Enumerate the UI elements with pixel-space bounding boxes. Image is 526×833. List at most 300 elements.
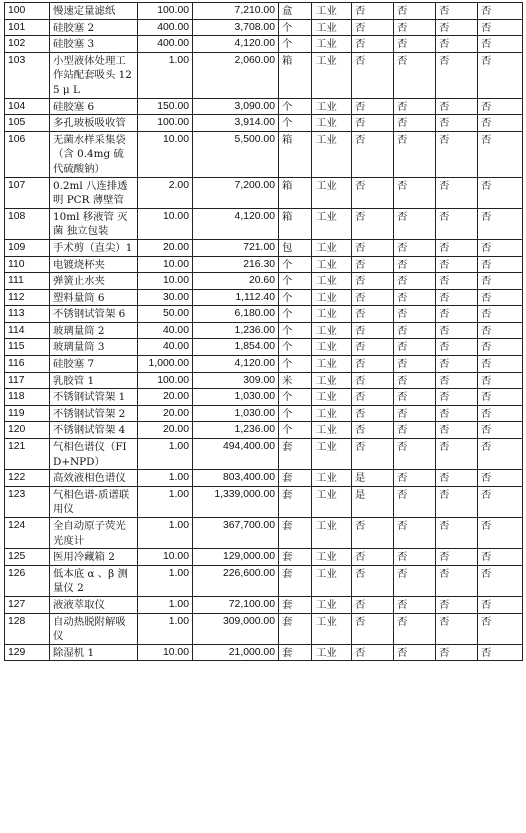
quantity-cell: 1,000.00 [138, 356, 193, 373]
flag-1-cell: 否 [352, 19, 394, 36]
flag-3-cell: 否 [436, 339, 478, 356]
unit-cell: 个 [279, 322, 312, 339]
table-row [5, 208, 523, 239]
quantity-cell: 400.00 [138, 19, 193, 36]
row-number-cell: 114 [5, 322, 50, 339]
table-row [5, 518, 523, 549]
quantity-cell: 40.00 [138, 322, 193, 339]
amount-cell: 226,600.00 [193, 565, 279, 596]
flag-2-cell: 否 [394, 549, 436, 566]
table-row [5, 549, 523, 566]
item-name-cell: 弹簧止水夹 [50, 273, 138, 290]
flag-3-cell: 否 [436, 549, 478, 566]
flag-4-cell: 否 [478, 177, 523, 208]
flag-1-cell: 否 [352, 306, 394, 323]
unit-cell: 套 [279, 518, 312, 549]
quantity-cell: 1.00 [138, 596, 193, 613]
amount-cell: 1,236.00 [193, 422, 279, 439]
flag-3-cell: 否 [436, 439, 478, 470]
quantity-cell: 400.00 [138, 36, 193, 53]
category-cell: 工业 [312, 372, 352, 389]
row-number-cell: 100 [5, 3, 50, 20]
flag-3-cell: 否 [436, 486, 478, 517]
flag-4-cell: 否 [478, 549, 523, 566]
flag-1-cell: 否 [352, 405, 394, 422]
flag-2-cell: 否 [394, 273, 436, 290]
unit-cell: 套 [279, 470, 312, 487]
table-row [5, 3, 523, 20]
table-row [5, 422, 523, 439]
table-row [5, 256, 523, 273]
table-row [5, 273, 523, 290]
flag-3-cell: 否 [436, 3, 478, 20]
flag-4-cell: 否 [478, 470, 523, 487]
amount-cell: 721.00 [193, 239, 279, 256]
flag-2-cell: 否 [394, 289, 436, 306]
amount-cell: 129,000.00 [193, 549, 279, 566]
amount-cell: 7,210.00 [193, 3, 279, 20]
flag-1-cell: 否 [352, 356, 394, 373]
flag-3-cell: 否 [436, 405, 478, 422]
unit-cell: 米 [279, 372, 312, 389]
flag-2-cell: 否 [394, 177, 436, 208]
amount-cell: 3,708.00 [193, 19, 279, 36]
unit-cell: 个 [279, 389, 312, 406]
flag-4-cell: 否 [478, 131, 523, 177]
flag-4-cell: 否 [478, 405, 523, 422]
category-cell: 工业 [312, 322, 352, 339]
item-name-cell: 无菌水样采集袋（含 0.4mg 硫代硫酸钠） [50, 131, 138, 177]
item-name-cell: 乳胶管 1 [50, 372, 138, 389]
item-name-cell: 不锈钢试管架 2 [50, 405, 138, 422]
category-cell: 工业 [312, 339, 352, 356]
flag-1-cell: 是 [352, 486, 394, 517]
flag-3-cell: 否 [436, 613, 478, 644]
flag-4-cell: 否 [478, 389, 523, 406]
table-row [5, 486, 523, 517]
quantity-cell: 40.00 [138, 339, 193, 356]
category-cell: 工业 [312, 565, 352, 596]
quantity-cell: 2.00 [138, 177, 193, 208]
unit-cell: 个 [279, 356, 312, 373]
amount-cell: 4,120.00 [193, 208, 279, 239]
unit-cell: 个 [279, 256, 312, 273]
unit-cell: 套 [279, 613, 312, 644]
flag-4-cell: 否 [478, 596, 523, 613]
flag-3-cell: 否 [436, 565, 478, 596]
row-number-cell: 113 [5, 306, 50, 323]
flag-1-cell: 否 [352, 273, 394, 290]
table-row [5, 115, 523, 132]
table-row [5, 52, 523, 98]
quantity-cell: 1.00 [138, 565, 193, 596]
row-number-cell: 122 [5, 470, 50, 487]
flag-1-cell: 否 [352, 549, 394, 566]
amount-cell: 3,914.00 [193, 115, 279, 132]
row-number-cell: 125 [5, 549, 50, 566]
unit-cell: 盒 [279, 3, 312, 20]
flag-3-cell: 否 [436, 389, 478, 406]
flag-4-cell: 否 [478, 613, 523, 644]
table-row [5, 565, 523, 596]
category-cell: 工业 [312, 273, 352, 290]
quantity-cell: 1.00 [138, 439, 193, 470]
row-number-cell: 129 [5, 644, 50, 661]
flag-3-cell: 否 [436, 273, 478, 290]
item-name-cell: 高效液相色谱仪 [50, 470, 138, 487]
item-name-cell: 硅胶塞 7 [50, 356, 138, 373]
item-name-cell: 小型液体处理工作站配套吸头 125 μ L [50, 52, 138, 98]
item-name-cell: 气相色谱仪（FID+NPD） [50, 439, 138, 470]
flag-2-cell: 否 [394, 518, 436, 549]
unit-cell: 个 [279, 405, 312, 422]
flag-2-cell: 否 [394, 36, 436, 53]
category-cell: 工业 [312, 52, 352, 98]
amount-cell: 6,180.00 [193, 306, 279, 323]
category-cell: 工业 [312, 256, 352, 273]
flag-2-cell: 否 [394, 613, 436, 644]
amount-cell: 2,060.00 [193, 52, 279, 98]
flag-1-cell: 否 [352, 289, 394, 306]
flag-2-cell: 否 [394, 3, 436, 20]
table-row [5, 177, 523, 208]
quantity-cell: 100.00 [138, 372, 193, 389]
table-row [5, 339, 523, 356]
category-cell: 工业 [312, 549, 352, 566]
flag-2-cell: 否 [394, 405, 436, 422]
flag-4-cell: 否 [478, 273, 523, 290]
unit-cell: 箱 [279, 177, 312, 208]
category-cell: 工业 [312, 518, 352, 549]
unit-cell: 个 [279, 273, 312, 290]
amount-cell: 4,120.00 [193, 36, 279, 53]
flag-2-cell: 否 [394, 644, 436, 661]
row-number-cell: 111 [5, 273, 50, 290]
category-cell: 工业 [312, 239, 352, 256]
item-name-cell: 硅胶塞 2 [50, 19, 138, 36]
quantity-cell: 10.00 [138, 131, 193, 177]
unit-cell: 个 [279, 306, 312, 323]
unit-cell: 套 [279, 565, 312, 596]
item-name-cell: 不锈钢试管架 1 [50, 389, 138, 406]
row-number-cell: 103 [5, 52, 50, 98]
flag-3-cell: 否 [436, 52, 478, 98]
flag-3-cell: 否 [436, 239, 478, 256]
amount-cell: 1,339,000.00 [193, 486, 279, 517]
table-row [5, 239, 523, 256]
flag-1-cell: 否 [352, 389, 394, 406]
flag-1-cell: 否 [352, 613, 394, 644]
flag-4-cell: 否 [478, 518, 523, 549]
flag-2-cell: 否 [394, 372, 436, 389]
unit-cell: 个 [279, 19, 312, 36]
flag-1-cell: 否 [352, 439, 394, 470]
amount-cell: 494,400.00 [193, 439, 279, 470]
table-row [5, 389, 523, 406]
flag-4-cell: 否 [478, 256, 523, 273]
flag-4-cell: 否 [478, 289, 523, 306]
unit-cell: 套 [279, 439, 312, 470]
flag-3-cell: 否 [436, 322, 478, 339]
flag-3-cell: 否 [436, 98, 478, 115]
table-row [5, 372, 523, 389]
row-number-cell: 123 [5, 486, 50, 517]
flag-1-cell: 否 [352, 644, 394, 661]
category-cell: 工业 [312, 115, 352, 132]
table-row [5, 131, 523, 177]
flag-4-cell: 否 [478, 372, 523, 389]
row-number-cell: 107 [5, 177, 50, 208]
table-row [5, 98, 523, 115]
unit-cell: 套 [279, 549, 312, 566]
table-row [5, 306, 523, 323]
flag-1-cell: 否 [352, 3, 394, 20]
category-cell: 工业 [312, 405, 352, 422]
flag-4-cell: 否 [478, 422, 523, 439]
flag-3-cell: 否 [436, 208, 478, 239]
flag-3-cell: 否 [436, 36, 478, 53]
category-cell: 工业 [312, 131, 352, 177]
flag-3-cell: 否 [436, 19, 478, 36]
quantity-cell: 1.00 [138, 518, 193, 549]
row-number-cell: 115 [5, 339, 50, 356]
category-cell: 工业 [312, 177, 352, 208]
category-cell: 工业 [312, 470, 352, 487]
item-name-cell: 慢速定量滤纸 [50, 3, 138, 20]
category-cell: 工业 [312, 596, 352, 613]
item-name-cell: 玻璃量筒 2 [50, 322, 138, 339]
amount-cell: 1,112.40 [193, 289, 279, 306]
flag-3-cell: 否 [436, 518, 478, 549]
flag-3-cell: 否 [436, 177, 478, 208]
flag-4-cell: 否 [478, 322, 523, 339]
row-number-cell: 120 [5, 422, 50, 439]
flag-2-cell: 否 [394, 115, 436, 132]
flag-2-cell: 否 [394, 339, 436, 356]
item-name-cell: 0.2ml 八连排透明 PCR 薄壁管 [50, 177, 138, 208]
flag-2-cell: 否 [394, 19, 436, 36]
flag-2-cell: 否 [394, 565, 436, 596]
flag-1-cell: 否 [352, 565, 394, 596]
row-number-cell: 112 [5, 289, 50, 306]
flag-1-cell: 否 [352, 422, 394, 439]
item-name-cell: 不锈钢试管架 6 [50, 306, 138, 323]
row-number-cell: 127 [5, 596, 50, 613]
row-number-cell: 124 [5, 518, 50, 549]
flag-2-cell: 否 [394, 256, 436, 273]
flag-1-cell: 否 [352, 208, 394, 239]
row-number-cell: 108 [5, 208, 50, 239]
category-cell: 工业 [312, 19, 352, 36]
row-number-cell: 109 [5, 239, 50, 256]
flag-4-cell: 否 [478, 115, 523, 132]
flag-2-cell: 否 [394, 486, 436, 517]
flag-3-cell: 否 [436, 422, 478, 439]
item-name-cell: 10ml 移液管 灭菌 独立包装 [50, 208, 138, 239]
unit-cell: 套 [279, 644, 312, 661]
quantity-cell: 1.00 [138, 52, 193, 98]
table-row [5, 322, 523, 339]
flag-3-cell: 否 [436, 596, 478, 613]
quantity-cell: 10.00 [138, 208, 193, 239]
flag-4-cell: 否 [478, 36, 523, 53]
flag-1-cell: 否 [352, 596, 394, 613]
flag-4-cell: 否 [478, 356, 523, 373]
item-name-cell: 手术剪（直尖）1 [50, 239, 138, 256]
table-row [5, 613, 523, 644]
row-number-cell: 110 [5, 256, 50, 273]
quantity-cell: 150.00 [138, 98, 193, 115]
category-cell: 工业 [312, 644, 352, 661]
quantity-cell: 100.00 [138, 115, 193, 132]
item-name-cell: 低本底 α 、β 测量仪 2 [50, 565, 138, 596]
quantity-cell: 1.00 [138, 613, 193, 644]
item-name-cell: 气相色谱-质谱联用仪 [50, 486, 138, 517]
amount-cell: 7,200.00 [193, 177, 279, 208]
flag-2-cell: 否 [394, 52, 436, 98]
flag-4-cell: 否 [478, 3, 523, 20]
amount-cell: 5,500.00 [193, 131, 279, 177]
flag-1-cell: 否 [352, 115, 394, 132]
quantity-cell: 20.00 [138, 422, 193, 439]
item-name-cell: 硅胶塞 6 [50, 98, 138, 115]
flag-1-cell: 否 [352, 322, 394, 339]
table-row [5, 644, 523, 661]
unit-cell: 个 [279, 422, 312, 439]
item-name-cell: 硅胶塞 3 [50, 36, 138, 53]
flag-2-cell: 否 [394, 422, 436, 439]
row-number-cell: 128 [5, 613, 50, 644]
quantity-cell: 10.00 [138, 273, 193, 290]
amount-cell: 216.30 [193, 256, 279, 273]
amount-cell: 309,000.00 [193, 613, 279, 644]
amount-cell: 21,000.00 [193, 644, 279, 661]
row-number-cell: 121 [5, 439, 50, 470]
item-name-cell: 电镀烧杯夹 [50, 256, 138, 273]
flag-1-cell: 否 [352, 239, 394, 256]
row-number-cell: 126 [5, 565, 50, 596]
category-cell: 工业 [312, 306, 352, 323]
flag-2-cell: 否 [394, 470, 436, 487]
quantity-cell: 1.00 [138, 486, 193, 517]
flag-4-cell: 否 [478, 486, 523, 517]
amount-cell: 1,030.00 [193, 389, 279, 406]
unit-cell: 套 [279, 486, 312, 517]
flag-1-cell: 否 [352, 131, 394, 177]
flag-2-cell: 否 [394, 306, 436, 323]
row-number-cell: 105 [5, 115, 50, 132]
flag-3-cell: 否 [436, 356, 478, 373]
flag-2-cell: 否 [394, 239, 436, 256]
row-number-cell: 116 [5, 356, 50, 373]
unit-cell: 个 [279, 98, 312, 115]
category-cell: 工业 [312, 208, 352, 239]
flag-4-cell: 否 [478, 339, 523, 356]
unit-cell: 箱 [279, 208, 312, 239]
quantity-cell: 30.00 [138, 289, 193, 306]
quantity-cell: 20.00 [138, 239, 193, 256]
unit-cell: 箱 [279, 131, 312, 177]
table-row [5, 19, 523, 36]
unit-cell: 包 [279, 239, 312, 256]
flag-1-cell: 否 [352, 372, 394, 389]
amount-cell: 309.00 [193, 372, 279, 389]
table-row [5, 439, 523, 470]
unit-cell: 个 [279, 36, 312, 53]
flag-3-cell: 否 [436, 115, 478, 132]
amount-cell: 4,120.00 [193, 356, 279, 373]
quantity-cell: 10.00 [138, 256, 193, 273]
category-cell: 工业 [312, 289, 352, 306]
table-row [5, 596, 523, 613]
flag-4-cell: 否 [478, 239, 523, 256]
category-cell: 工业 [312, 36, 352, 53]
unit-cell: 箱 [279, 52, 312, 98]
amount-cell: 367,700.00 [193, 518, 279, 549]
flag-3-cell: 否 [436, 372, 478, 389]
item-name-cell: 自动热脱附解吸仪 [50, 613, 138, 644]
table-row [5, 356, 523, 373]
table-row [5, 470, 523, 487]
category-cell: 工业 [312, 356, 352, 373]
flag-2-cell: 否 [394, 208, 436, 239]
flag-2-cell: 否 [394, 322, 436, 339]
quantity-cell: 10.00 [138, 549, 193, 566]
category-cell: 工业 [312, 439, 352, 470]
row-number-cell: 104 [5, 98, 50, 115]
flag-2-cell: 否 [394, 389, 436, 406]
category-cell: 工业 [312, 613, 352, 644]
flag-2-cell: 否 [394, 439, 436, 470]
amount-cell: 72,100.00 [193, 596, 279, 613]
flag-4-cell: 否 [478, 98, 523, 115]
flag-1-cell: 是 [352, 470, 394, 487]
item-name-cell: 玻璃量筒 3 [50, 339, 138, 356]
item-name-cell: 除湿机 1 [50, 644, 138, 661]
row-number-cell: 119 [5, 405, 50, 422]
quantity-cell: 1.00 [138, 470, 193, 487]
row-number-cell: 118 [5, 389, 50, 406]
amount-cell: 1,030.00 [193, 405, 279, 422]
category-cell: 工业 [312, 486, 352, 517]
table-row [5, 405, 523, 422]
quantity-cell: 10.00 [138, 644, 193, 661]
flag-3-cell: 否 [436, 644, 478, 661]
unit-cell: 个 [279, 289, 312, 306]
category-cell: 工业 [312, 98, 352, 115]
unit-cell: 个 [279, 339, 312, 356]
flag-2-cell: 否 [394, 596, 436, 613]
unit-cell: 个 [279, 115, 312, 132]
row-number-cell: 117 [5, 372, 50, 389]
item-name-cell: 多孔玻板吸收管 [50, 115, 138, 132]
item-name-cell: 塑料量筒 6 [50, 289, 138, 306]
item-name-cell: 医用冷藏箱 2 [50, 549, 138, 566]
flag-3-cell: 否 [436, 289, 478, 306]
flag-1-cell: 否 [352, 98, 394, 115]
flag-2-cell: 否 [394, 356, 436, 373]
row-number-cell: 102 [5, 36, 50, 53]
flag-1-cell: 否 [352, 36, 394, 53]
flag-4-cell: 否 [478, 52, 523, 98]
flag-3-cell: 否 [436, 131, 478, 177]
row-number-cell: 106 [5, 131, 50, 177]
flag-3-cell: 否 [436, 470, 478, 487]
flag-1-cell: 否 [352, 177, 394, 208]
flag-2-cell: 否 [394, 131, 436, 177]
flag-4-cell: 否 [478, 565, 523, 596]
amount-cell: 803,400.00 [193, 470, 279, 487]
